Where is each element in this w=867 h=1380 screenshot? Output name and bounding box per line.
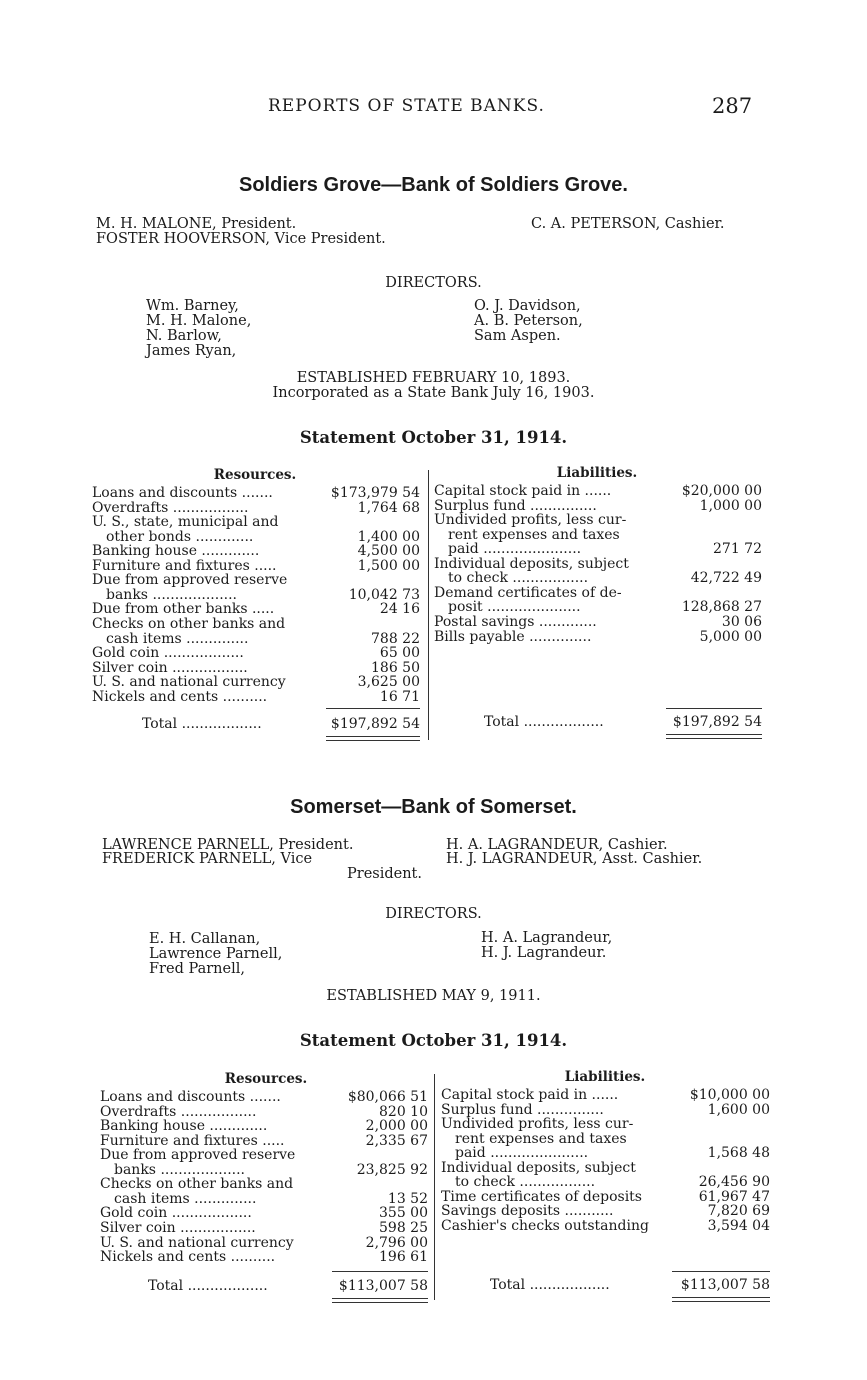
row-amount: $80,066 51: [347, 1089, 428, 1105]
double-rule: [326, 736, 420, 737]
row-amount: 598 25: [379, 1219, 428, 1236]
director: H. J. Lagrandeur.: [481, 945, 607, 961]
director: Wm. Barney,: [146, 298, 239, 314]
row-amount: 5,000 00: [699, 628, 762, 645]
row-amount: 7,820 69: [707, 1203, 770, 1220]
row-label: posit .....................: [448, 599, 581, 616]
column-divider: [434, 1074, 435, 1300]
row-label: paid ......................: [448, 541, 582, 558]
row-label: Time certificates of deposits: [441, 1188, 642, 1205]
row-label: rent expenses and taxes: [455, 1130, 627, 1147]
row-label: Nickels and cents ..........: [100, 1249, 276, 1266]
total-liabilities: $113,007 58: [680, 1277, 770, 1293]
row-label: U. S. and national currency: [100, 1234, 294, 1251]
total-rule: [326, 708, 420, 709]
director: Lawrence Parnell,: [149, 946, 283, 962]
director: E. H. Callanan,: [149, 931, 261, 947]
director: James Ryan,: [146, 343, 237, 359]
directors-heading: DIRECTORS.: [385, 275, 482, 291]
row-label: Loans and discounts .......: [92, 485, 273, 501]
row-label: Due from other banks .....: [92, 601, 275, 618]
row-label: Bills payable ..............: [434, 628, 592, 645]
row-amount: $173,979 54: [330, 485, 420, 501]
page-number: 287: [712, 94, 753, 118]
row-label: Surplus fund ...............: [441, 1101, 604, 1118]
double-rule: [666, 738, 762, 739]
row-amount: 23,825 92: [356, 1161, 428, 1178]
row-label: banks ...................: [106, 586, 237, 603]
double-rule: [672, 1301, 770, 1302]
row-amount: 16 71: [379, 688, 420, 705]
liabilities-heading: Liabilities.: [556, 465, 638, 481]
total-rule: [666, 708, 762, 709]
statement-heading: Statement October 31, 1914.: [299, 428, 568, 447]
resources-heading: Resources.: [213, 467, 297, 483]
row-amount: $20,000 00: [681, 483, 762, 499]
officer-vice-president: FOSTER HOOVERSON, Vice President.: [96, 231, 386, 247]
row-amount: 355 00: [379, 1205, 428, 1222]
director: N. Barlow,: [146, 328, 222, 344]
row-amount: 2,796 00: [365, 1234, 428, 1251]
row-label: rent expenses and taxes: [448, 526, 620, 543]
running-title: REPORTS OF STATE BANKS.: [268, 96, 545, 116]
row-label: other bonds .............: [106, 528, 254, 545]
row-label: Individual deposits, subject: [441, 1159, 636, 1176]
total-liabilities: $197,892 54: [672, 714, 762, 730]
row-label: U. S. and national currency: [92, 674, 286, 691]
row-amount: 3,625 00: [357, 674, 420, 691]
row-amount: 128,868 27: [681, 599, 762, 616]
row-label: Overdrafts .................: [92, 499, 249, 516]
row-label: to check .................: [448, 570, 589, 587]
row-label: Silver coin .................: [92, 659, 248, 676]
row-amount: 186 50: [371, 659, 420, 676]
row-amount: 1,568 48: [707, 1145, 770, 1162]
director: A. B. Peterson,: [474, 313, 583, 329]
row-amount: 4,500 00: [357, 543, 420, 560]
row-amount: 788 22: [371, 630, 420, 647]
row-amount: 1,000 00: [699, 497, 762, 514]
row-amount: 61,967 47: [698, 1188, 770, 1205]
row-label: Surplus fund ...............: [434, 497, 597, 514]
row-label: Individual deposits, subject: [434, 555, 629, 572]
total-label: Total ..................: [142, 716, 262, 732]
double-rule: [332, 1298, 428, 1299]
row-label: Demand certificates of de-: [434, 584, 622, 601]
column-divider: [428, 470, 429, 740]
officer-cashier: H. A. LAGRANDEUR, Cashier.: [446, 837, 668, 853]
row-label: Banking house .............: [92, 543, 260, 560]
row-label: Checks on other banks and: [92, 615, 286, 632]
total-resources: $113,007 58: [338, 1278, 428, 1294]
established-line: ESTABLISHED MAY 9, 1911.: [326, 988, 541, 1004]
row-amount: 1,500 00: [357, 557, 420, 574]
row-amount: 271 72: [713, 541, 762, 558]
row-label: Cashier's checks outstanding: [441, 1217, 649, 1234]
officer-vice-president: FREDERICK PARNELL, Vice: [102, 851, 313, 867]
director: Sam Aspen.: [474, 328, 561, 344]
row-amount: 2,335 67: [365, 1132, 428, 1149]
resources-heading: Resources.: [224, 1071, 308, 1087]
officer-president: M. H. MALONE, President.: [96, 216, 297, 232]
row-label: cash items ..............: [106, 630, 249, 647]
row-amount: 26,456 90: [698, 1174, 770, 1191]
officer-president: LAWRENCE PARNELL, President.: [102, 837, 354, 853]
row-label: to check .................: [455, 1174, 596, 1191]
established-line: ESTABLISHED FEBRUARY 10, 1893.: [296, 370, 571, 386]
row-label: Due from approved reserve: [100, 1147, 296, 1164]
row-label: Silver coin .................: [100, 1219, 256, 1236]
row-label: Undivided profits, less cur-: [434, 512, 627, 529]
row-label: Furniture and fixtures .....: [92, 557, 277, 574]
row-amount: 3,594 04: [707, 1217, 770, 1234]
row-label: Capital stock paid in ......: [434, 483, 612, 499]
director: O. J. Davidson,: [474, 298, 581, 314]
double-rule: [332, 1302, 428, 1303]
liabilities-heading: Liabilities.: [564, 1069, 646, 1085]
row-label: Due from approved reserve: [92, 572, 288, 589]
row-amount: 13 52: [387, 1190, 428, 1207]
director: H. A. Lagrandeur,: [481, 930, 613, 946]
row-label: Furniture and fixtures .....: [100, 1132, 285, 1149]
double-rule: [666, 734, 762, 735]
total-label: Total ..................: [490, 1277, 610, 1293]
row-amount: 1,764 68: [357, 499, 420, 516]
row-amount: 65 00: [379, 645, 420, 662]
double-rule: [326, 740, 420, 741]
row-label: Gold coin ..................: [92, 645, 244, 662]
row-label: paid ......................: [455, 1145, 589, 1162]
row-amount: 24 16: [379, 601, 420, 618]
row-label: Overdrafts .................: [100, 1103, 257, 1120]
officer-asst-cashier: H. J. LAGRANDEUR, Asst. Cashier.: [446, 851, 703, 867]
row-label: Checks on other banks and: [100, 1176, 294, 1193]
row-label: Loans and discounts .......: [100, 1089, 281, 1105]
row-label: Savings deposits ...........: [441, 1203, 614, 1220]
director: M. H. Malone,: [146, 313, 252, 329]
officer-cashier: C. A. PETERSON, Cashier.: [531, 216, 725, 232]
row-label: Banking house .............: [100, 1118, 268, 1135]
officer-vice-president-cont: President.: [347, 866, 422, 882]
row-label: Capital stock paid in ......: [441, 1087, 619, 1103]
statement-heading: Statement October 31, 1914.: [299, 1031, 568, 1050]
row-label: Undivided profits, less cur-: [441, 1116, 634, 1133]
row-label: Postal savings .............: [434, 613, 597, 630]
row-amount: 42,722 49: [690, 570, 762, 587]
bank-title: Soldiers Grove—Bank of Soldiers Grove.: [238, 174, 628, 196]
director: Fred Parnell,: [149, 961, 245, 977]
incorporated-line: Incorporated as a State Bank July 16, 1903.: [272, 385, 595, 401]
row-amount: 30 06: [721, 613, 762, 630]
row-label: U. S., state, municipal and: [92, 514, 279, 531]
total-rule: [332, 1271, 428, 1272]
row-amount: 820 10: [379, 1103, 428, 1120]
row-amount: 2,000 00: [365, 1118, 428, 1135]
row-label: Gold coin ..................: [100, 1205, 252, 1222]
row-label: cash items ..............: [114, 1190, 257, 1207]
row-amount: 1,600 00: [707, 1101, 770, 1118]
row-amount: 196 61: [379, 1249, 428, 1266]
row-label: banks ...................: [114, 1161, 245, 1178]
total-label: Total ..................: [148, 1278, 268, 1294]
total-rule: [672, 1271, 770, 1272]
bank-title: Somerset—Bank of Somerset.: [290, 796, 577, 818]
directors-heading: DIRECTORS.: [385, 906, 482, 922]
row-label: Nickels and cents ..........: [92, 688, 268, 705]
double-rule: [672, 1297, 770, 1298]
row-amount: $10,000 00: [689, 1087, 770, 1103]
total-resources: $197,892 54: [330, 716, 420, 732]
row-amount: 1,400 00: [357, 528, 420, 545]
total-label: Total ..................: [484, 714, 604, 730]
row-amount: 10,042 73: [348, 586, 420, 603]
